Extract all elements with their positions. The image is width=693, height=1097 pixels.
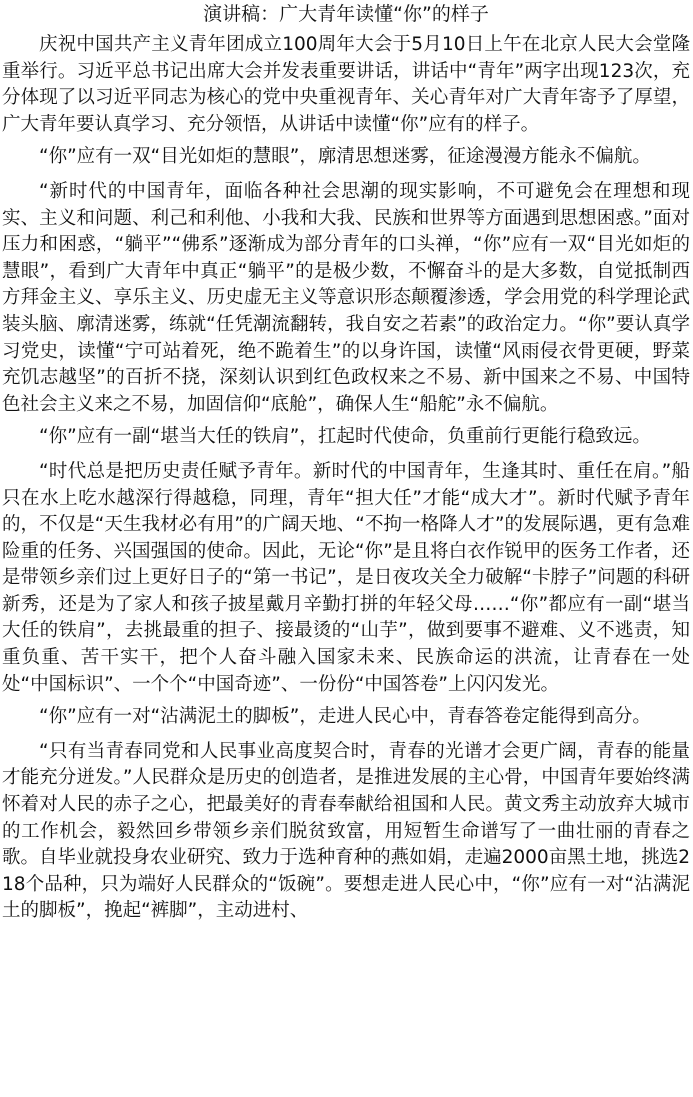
section-heading-2: “你”应有一副“堪当大任的铁肩”，扛起时代使命，负重前行更能行稳致远。 <box>39 426 651 448</box>
speech-document <box>2 0 690 931</box>
section-heading-1: “你”应有一双“目光如炬的慧眼”，廓清思想迷雾，征途漫漫方能永不偏航。 <box>39 146 651 168</box>
section-body-1: “新时代的中国青年，面临各种社会思潮的现实影响，不可避免会在理想和现实、主义和问题、利己和利他、小我和大我、民族和世界等方面遇到思想困惑。”面对压力和困惑，“躺平”“佛系”逐渐成为部分青年的口头禅，“你”应有一双“目光如炬的慧眼”，看到广大青年中真正“躺平”的是极少数，不懈奋斗的是大多数，自觉抵制西方拜金主义、享乐主义、历史虚无主义等意识形态颠覆渗透，学会用党的科学理论武装头脑、廓清迷雾，练就“任凭潮流翻转，我自安之若素”的政治定力。“你”要认真学习党史，读懂“宁可站着死，绝不跪着生”的以身许国，读懂“风雨侵衣骨更硬，野菜充饥志越坚”的百折不挠，深刻认识到红色政权来之不易、新中国来之不易、中国特色社会主义来之不易，加固信仰“底舱”，确保人生“船舵”永不偏航。 <box>2 180 690 415</box>
document-title: 演讲稿：广大青年读懂“你”的样子 <box>203 3 489 25</box>
section-body-3: “只有当青春同党和人民事业高度契合时，青春的光谱才会更广阔，青春的能量才能充分迸发。”人民群众是历史的创造者，是推进发展的主心骨，中国青年要始终满怀着对人民的赤子之心，把最美好的青春奉献给祖国和人民。黄文秀主动放弃大城市的工作机会，毅然回乡带领乡亲们脱贫致富，用短暂生命谱写了一曲壮丽的青春之歌。自毕业就投身农业研究、致力于选种育种的燕如娟，走遍2000亩黑土地，挑选218个品种，只为端好人民群众的“饭碗”。要想走进人民心中，“你”应有一对“沾满泥土的脚板”，挽起“裤脚”，主动进村、 <box>2 740 690 922</box>
section-body-2: “时代总是把历史责任赋予青年。新时代的中国青年，生逢其时、重任在肩。”船只在水上吃水越深行得越稳，同理，青年“担大任”才能“成大才”。新时代赋予青年的，不仅是“天生我材必有用”的广阔天地、“不拘一格降人才”的发展际遇，更有急难险重的任务、兴国强国的使命。因此，无论“你”是且将白衣作锐甲的医务工作者，还是带领乡亲们过上更好日子的“第一书记”，是日夜攻关全力破解“卡脖子”问题的科研新秀，还是为了家人和孩子披星戴月辛勤打拼的年轻父母……“你”都应有一副“堪当大任的铁肩”，去挑最重的担子、接最烫的“山芋”，做到要事不避难、义不逃责，知重负重、苦干实干，把个人奋斗融入国家未来、民族命运的洪流，让青春在一处处“中国标识”、一个个“中国奇迹”、一份份“中国答卷”上闪闪发光。 <box>2 460 690 695</box>
intro-paragraph: 庆祝中国共产主义青年团成立100周年大会于5月10日上午在北京人民大会堂隆重举行。习近平总书记出席大会并发表重要讲话，讲话中“青年”两字出现123次，充分体现了以习近平同志为核心的党中央重视青年、关心青年对广大青年寄予了厚望，广大青年要认真学习、充分领悟，从讲话中读懂“你”应有的样子。 <box>2 34 690 135</box>
section-heading-3: “你”应有一对“沾满泥土的脚板”，走进人民心中，青春答卷定能得到高分。 <box>39 706 651 728</box>
